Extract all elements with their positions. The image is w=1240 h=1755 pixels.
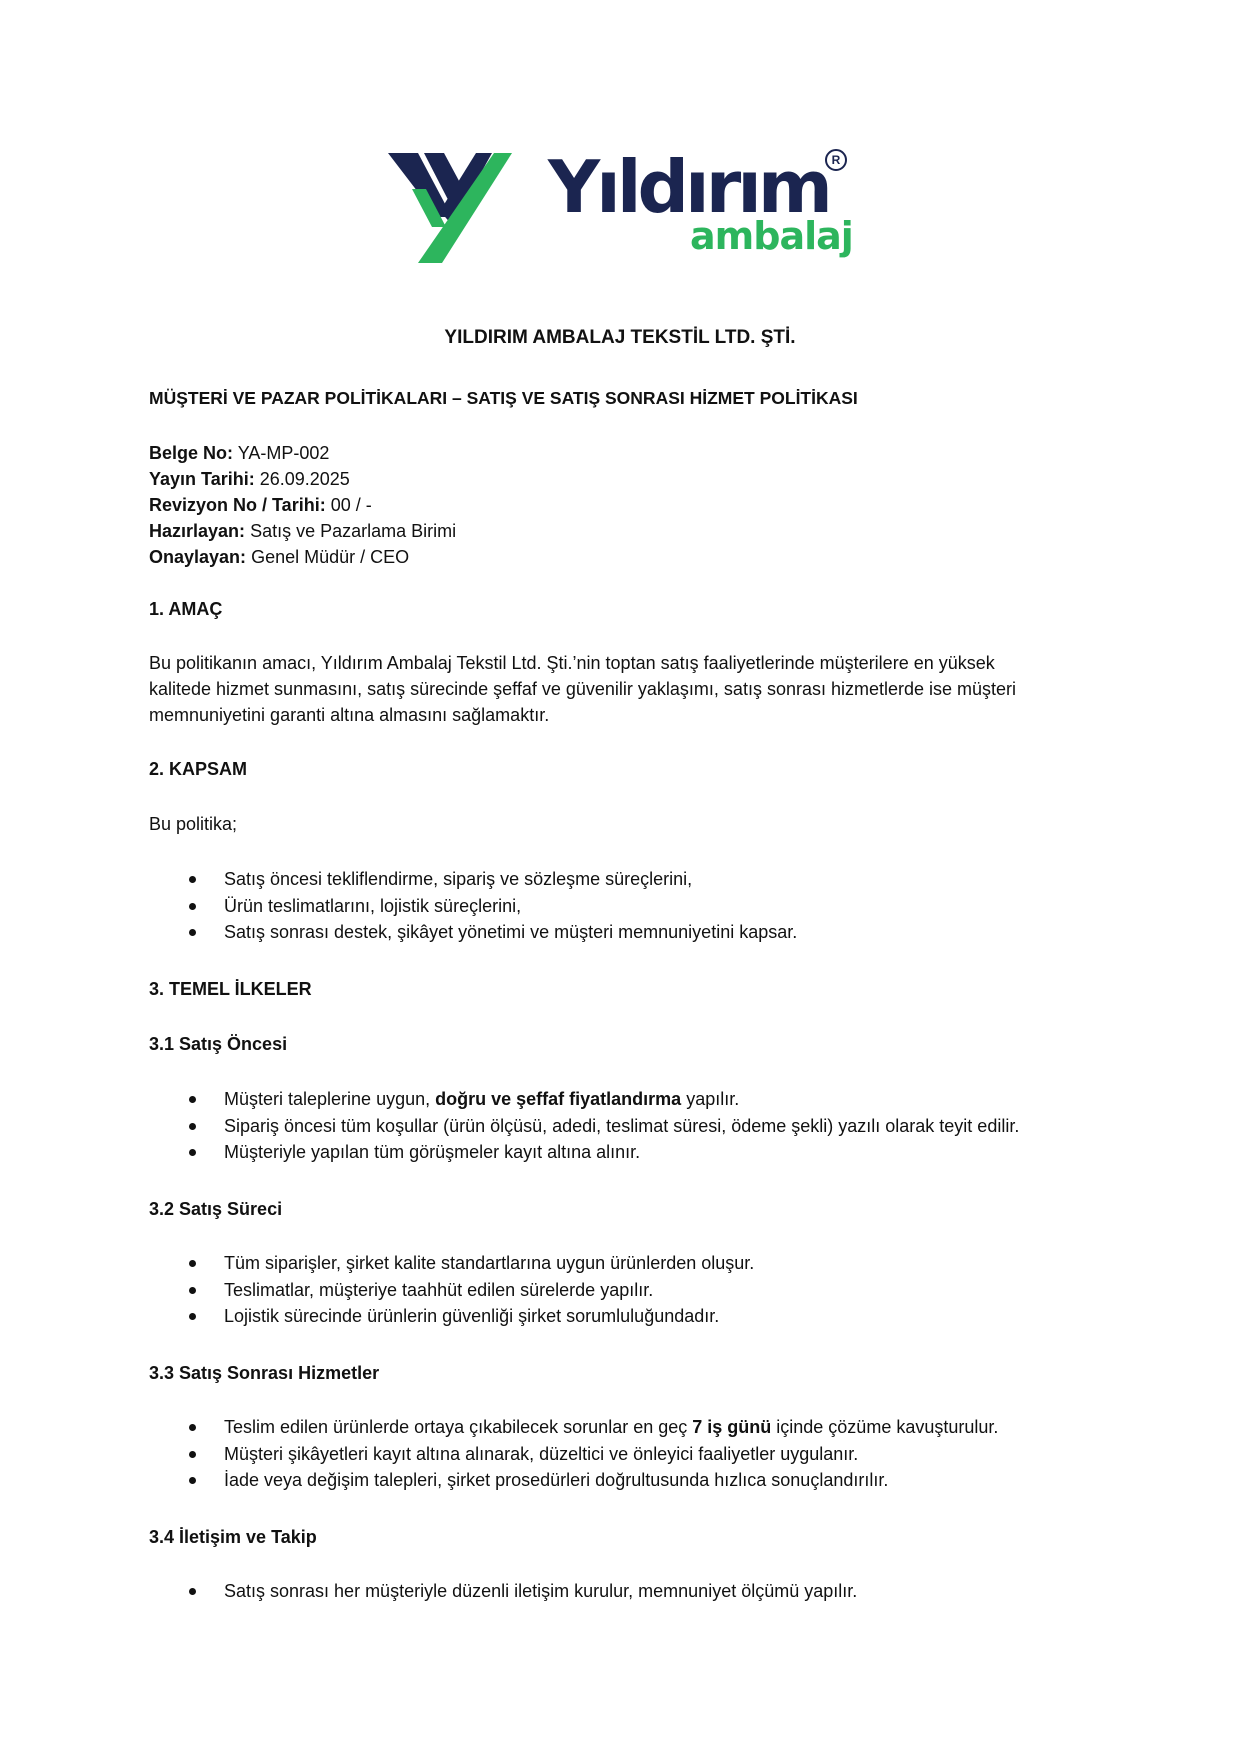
- meta-row-onaylayan: [149, 544, 456, 570]
- logo-mark-icon: [388, 145, 548, 270]
- bullet-icon: [189, 1477, 196, 1484]
- bullet-icon: [189, 1149, 196, 1156]
- paragraph-line: kalitede hizmet sunmasını, satış sürecinde şeffaf ve güvenilir yaklaşımı, satış sonrası hizmetlerde ise müşteri: [149, 679, 1017, 699]
- list-item: [149, 919, 797, 946]
- list-item: [149, 1441, 998, 1468]
- list-item: [149, 1139, 1019, 1166]
- bullet-icon: [189, 1424, 196, 1431]
- list-item-text-pre: Teslim edilen ürünlerde ortaya çıkabilecek sorunlar en geç: [224, 1417, 693, 1437]
- meta-row-belge-no: [149, 440, 456, 466]
- bullet-icon: [189, 929, 196, 936]
- list-item-text: Satış öncesi tekliflendirme, sipariş ve sözleşme süreçlerini,: [224, 869, 693, 889]
- policy-title: MÜŞTERİ VE PAZAR POLİTİKALARI – SATIŞ VE SATIŞ SONRASI HİZMET POLİTİKASI: [149, 388, 858, 408]
- section-heading-temel-ilkeler: 3. TEMEL İLKELER: [149, 979, 312, 999]
- logo-brand-sub: ambalaj: [690, 214, 853, 258]
- kapsam-intro: Bu politika;: [149, 814, 238, 834]
- section-heading-kapsam: 2. KAPSAM: [149, 759, 248, 779]
- list-item: [149, 1303, 754, 1330]
- list-item: [149, 893, 797, 920]
- list-item-text: Satış sonrası her müşteriyle düzenli iletişim kurulur, memnuniyet ölçümü yapılır.: [224, 1581, 858, 1601]
- bullet-icon: [189, 1260, 196, 1267]
- meta-value: Satış ve Pazarlama Birimi: [250, 521, 457, 541]
- section-paragraph-amac: [149, 650, 1099, 728]
- bullet-icon: [189, 1451, 196, 1458]
- document-meta: [149, 440, 456, 570]
- list-item-text: Lojistik sürecinde ürünlerin güvenliği şirket sorumluluğundadır.: [224, 1306, 720, 1326]
- kapsam-list: [149, 866, 797, 946]
- subsection-heading-3-3: 3.3 Satış Sonrası Hizmetler: [149, 1363, 380, 1383]
- company-title: YILDIRIM AMBALAJ TEKSTİL LTD. ŞTİ.: [444, 327, 796, 348]
- meta-value: YA-MP-002: [237, 443, 330, 463]
- list-item-text: Sipariş öncesi tüm koşullar (ürün ölçüsü, adedi, teslimat süresi, ödeme şekli) yazılı olarak teyit edilir.: [224, 1115, 1020, 1136]
- meta-label: Yayın Tarihi:: [149, 469, 255, 489]
- list-item-text-bold: 7 iş günü: [692, 1417, 772, 1437]
- bullet-icon: [189, 876, 196, 883]
- meta-value: Genel Müdür / CEO: [251, 547, 410, 567]
- subsection-list-3-3: [149, 1414, 998, 1494]
- registered-mark: R: [825, 149, 847, 171]
- list-item: [149, 1250, 754, 1277]
- list-item-text-post: içinde çözüme kavuşturulur.: [771, 1417, 999, 1437]
- list-item-text: Tüm siparişler, şirket kalite standartlarına uygun ürünlerden oluşur.: [224, 1253, 755, 1273]
- meta-label: Hazırlayan:: [149, 521, 246, 541]
- bullet-icon: [189, 1588, 196, 1595]
- list-item-text-post: yapılır.: [681, 1089, 740, 1109]
- subsection-list-3-4: [149, 1578, 857, 1605]
- logo-brand-word: Yıldırım: [548, 145, 829, 229]
- subsection-list-3-2: [149, 1250, 754, 1330]
- list-item: [149, 866, 797, 893]
- list-item-text: Ürün teslimatlarını, lojistik süreçlerini,: [224, 895, 522, 916]
- bullet-icon: [189, 1123, 196, 1130]
- list-item-text-pre: Müşteri taleplerine uygun,: [224, 1089, 436, 1109]
- list-item-text: Müşteri şikâyetleri kayıt altına alınarak, düzeltici ve önleyici faaliyetler uygulanır.: [224, 1443, 859, 1464]
- list-item: [149, 1414, 998, 1441]
- subsection-list-3-1: [149, 1086, 1019, 1166]
- list-item: [149, 1467, 998, 1494]
- meta-label: Onaylayan:: [149, 547, 247, 567]
- list-item-text: Satış sonrası destek, şikâyet yönetimi ve müşteri memnuniyetini kapsar.: [224, 922, 798, 942]
- company-logo: [388, 145, 853, 270]
- section-heading-amac: 1. AMAÇ: [149, 599, 223, 619]
- paragraph-line: Bu politikanın amacı, Yıldırım Ambalaj Tekstil Ltd. Şti.’nin toptan satış faaliyetlerinde müşterilere en yüksek: [149, 653, 995, 673]
- bullet-icon: [189, 1096, 196, 1103]
- list-item-text: Müşteriyle yapılan tüm görüşmeler kayıt altına alınır.: [224, 1142, 641, 1162]
- list-item: [149, 1086, 1019, 1113]
- list-item: [149, 1277, 754, 1304]
- paragraph-line: memnuniyetini garanti altına almasını sağlamaktır.: [149, 705, 550, 725]
- meta-value: 00 / -: [330, 495, 372, 515]
- meta-label: Revizyon No / Tarihi:: [149, 495, 326, 515]
- meta-row-yayin-tarihi: [149, 466, 456, 492]
- list-item-text: İade veya değişim talepleri, şirket prosedürleri doğrultusunda hızlıca sonuçlandırılır.: [224, 1470, 889, 1490]
- subsection-heading-3-4: 3.4 İletişim ve Takip: [149, 1527, 317, 1547]
- subsection-heading-3-1: 3.1 Satış Öncesi: [149, 1034, 288, 1054]
- meta-row-revizyon: [149, 492, 456, 518]
- subsection-heading-3-2: 3.2 Satış Süreci: [149, 1199, 283, 1219]
- bullet-icon: [189, 1287, 196, 1294]
- meta-label: Belge No:: [149, 443, 234, 463]
- bullet-icon: [189, 1313, 196, 1320]
- list-item-text-bold: doğru ve şeffaf fiyatlandırma: [435, 1089, 682, 1109]
- bullet-icon: [189, 903, 196, 910]
- list-item: [149, 1113, 1019, 1140]
- meta-row-hazirlayan: [149, 518, 456, 544]
- list-item-text: Teslimatlar, müşteriye taahhüt edilen sürelerde yapılır.: [224, 1279, 654, 1300]
- list-item: [149, 1578, 857, 1605]
- meta-value: 26.09.2025: [259, 469, 350, 489]
